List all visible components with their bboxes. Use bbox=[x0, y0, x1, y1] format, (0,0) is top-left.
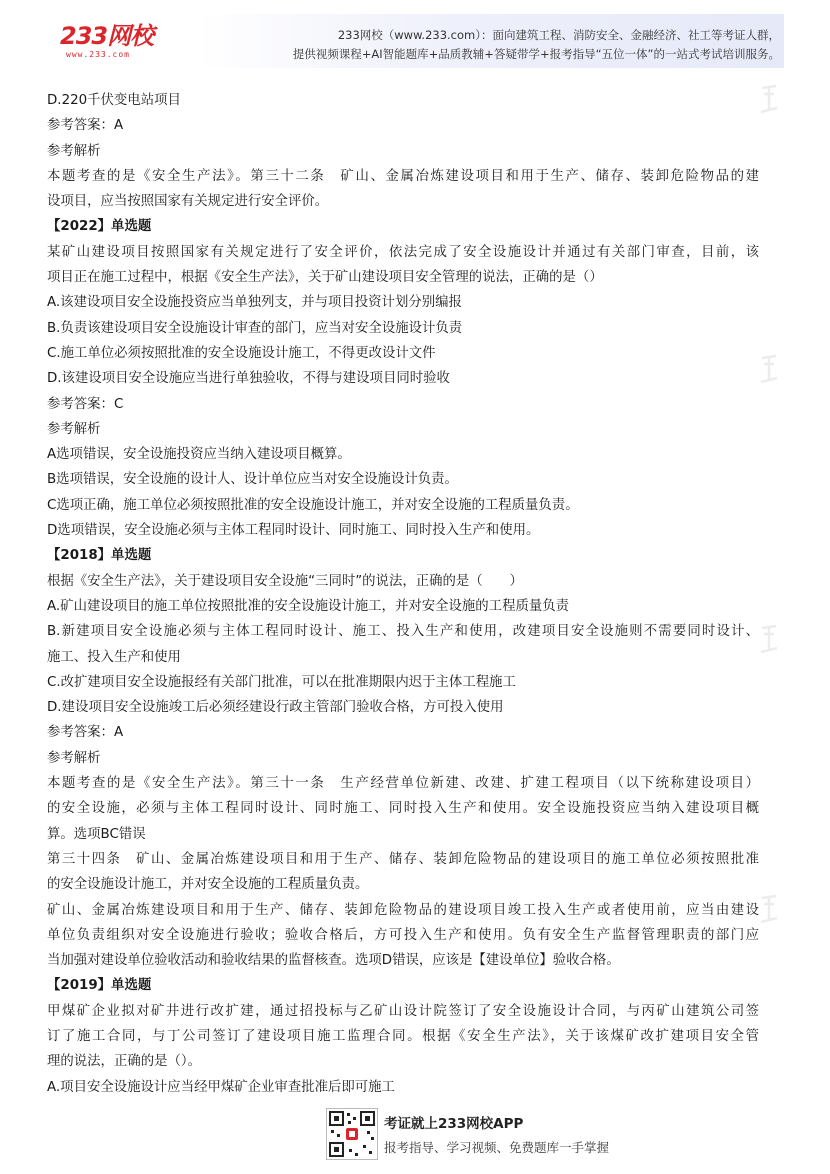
text-line: 施工、投入生产和使用 bbox=[47, 649, 181, 665]
watermark-icon bbox=[758, 82, 780, 116]
text-line: A.项目安全设施设计应当经甲煤矿企业审查批准后即可施工 bbox=[47, 1079, 395, 1095]
watermark-icon bbox=[758, 622, 780, 656]
text-line: 参考解析 bbox=[47, 143, 101, 159]
text-line: 参考答案：A bbox=[47, 725, 124, 741]
text-line: A.矿山建设项目的施工单位按照批准的安全设施设计施工，并对安全设施的工程质量负责 bbox=[47, 598, 570, 614]
header-line-2: 提供视频课程+AI智能题库+品质教辅+答疑带学+报考指导“五位一体”的一站式考试培训服务。 bbox=[292, 47, 780, 61]
text-line: D.该建设项目安全设施应当进行单独验收，不得与建设项目同时验收 bbox=[47, 371, 450, 387]
qr-code-icon[interactable] bbox=[326, 1108, 378, 1160]
text-line: 甲煤矿企业拟对矿井进行改扩建，通过招投标与乙矿山设计院签订了安全设施设计合同，与丙矿山建筑公司签 bbox=[47, 1003, 759, 1019]
text-line: D选项错误，安全设施必须与主体工程同时设计、同时施工、同时投入生产和使用。 bbox=[47, 523, 540, 539]
text-line: 本题考查的是《安全生产法》。第三十二条 矿山、金属冶炼建设项目和用于生产、储存、装卸危险物品的建 bbox=[47, 168, 759, 184]
text-line: A选项错误，安全设施投资应当纳入建设项目概算。 bbox=[47, 447, 351, 463]
page-footer bbox=[326, 1106, 626, 1166]
text-line: 参考答案：A bbox=[47, 118, 124, 134]
text-line: A.该建设项目安全设施投资应当单独列支，并与项目投资计划分别编报 bbox=[47, 295, 462, 311]
text-line: 算。选项BC错误 bbox=[47, 826, 146, 842]
footer-title: 考证就上233网校APP bbox=[384, 1116, 524, 1132]
text-line: B.新建项目安全设施必须与主体工程同时设计、施工、投入生产和使用，改建项目安全设施则不需要同时设计、 bbox=[47, 624, 759, 640]
text-line: 当加强对建设单位验收活动和验收结果的监督核查。选项D错误，应该是【建设单位】验收合格。 bbox=[47, 953, 620, 969]
logo-url: www.233.com bbox=[66, 50, 130, 59]
text-line: 矿山、金属冶炼建设项目和用于生产、储存、装卸危险物品的建设项目竣工投入生产或者使用前，应当由建设 bbox=[47, 902, 759, 918]
text-line: 参考解析 bbox=[47, 750, 101, 766]
text-line: C.施工单位必须按照批准的安全设施设计施工，不得更改设计文件 bbox=[47, 345, 436, 361]
header-description bbox=[293, 26, 780, 64]
footer-subtitle: 报考指导、学习视频、免费题库一手掌握 bbox=[384, 1140, 610, 1155]
text-line: B.负责该建设项目安全设施设计审查的部门，应当对安全设施设计负责 bbox=[47, 320, 463, 336]
header-line-1: 233网校（www.233.com）：面向建筑工程、消防安全、金融经济、社工等考证人群， bbox=[337, 28, 780, 42]
text-line: 根据《安全生产法》，关于建设项目安全设施“三同时”的说法，正确的是（ ） bbox=[47, 573, 523, 589]
text-line: 订了施工合同，与丁公司签订了建设项目施工监理合同。根据《安全生产法》，关于该煤矿改扩建项目安全管 bbox=[47, 1028, 759, 1044]
text-line: C选项正确，施工单位必须按照批准的安全设施设计施工，并对安全设施的工程质量负责。 bbox=[47, 497, 579, 513]
text-line: 本题考查的是《安全生产法》。第三十一条 生产经营单位新建、改建、扩建工程项目（以下统称建设项目） bbox=[47, 776, 759, 792]
text-line: 参考答案：C bbox=[47, 396, 124, 412]
text-line: 项目正在施工过程中，根据《安全生产法》，关于矿山建设项目安全管理的说法，正确的是（） bbox=[47, 270, 603, 286]
text-line: 理的说法，正确的是（）。 bbox=[47, 1054, 201, 1070]
page-header bbox=[50, 14, 784, 68]
section-heading: 【2022】单选题 bbox=[47, 219, 152, 235]
text-line: 参考解析 bbox=[47, 421, 101, 437]
text-line: C.改扩建项目安全设施报经有关部门批准，可以在批准期限内迟于主体工程施工 bbox=[47, 674, 516, 690]
section-heading: 【2018】单选题 bbox=[47, 548, 152, 564]
text-line: 第三十四条 矿山、金属冶炼建设项目和用于生产、储存、装卸危险物品的建设项目的施工单位必须按照批准 bbox=[47, 851, 759, 867]
text-line: 单位负责组织对安全设施进行验收；验收合格后，方可投入生产和使用。负有安全生产监督管理职责的部门应 bbox=[47, 927, 759, 943]
text-line: D.220千伏变电站项目 bbox=[47, 93, 181, 108]
text-line: B选项错误，安全设施的设计人、设计单位应当对安全设施设计负责。 bbox=[47, 472, 458, 488]
text-line: 某矿山建设项目按照国家有关规定进行了安全评价，依法完成了安全设施设计并通过有关部门审查，目前，该 bbox=[47, 244, 759, 260]
brand-logo[interactable] bbox=[60, 22, 190, 64]
watermark-icon bbox=[758, 892, 780, 926]
logo-wordmark: 233网校 bbox=[60, 22, 154, 50]
watermark-icon bbox=[758, 352, 780, 386]
text-line: 的安全设施，必须与主体工程同时设计、同时施工、同时投入生产和使用。安全设施投资应当纳入建设项目概 bbox=[47, 801, 759, 817]
text-line: 设项目，应当按照国家有关规定进行安全评价。 bbox=[47, 194, 329, 210]
text-line: D.建设项目安全设施竣工后必须经建设行政主管部门验收合格，方可投入使用 bbox=[47, 700, 504, 716]
document-body bbox=[47, 88, 759, 1100]
text-line: 的安全设施设计施工，并对安全设施的工程质量负责。 bbox=[47, 877, 369, 893]
section-heading: 【2019】单选题 bbox=[47, 978, 152, 994]
